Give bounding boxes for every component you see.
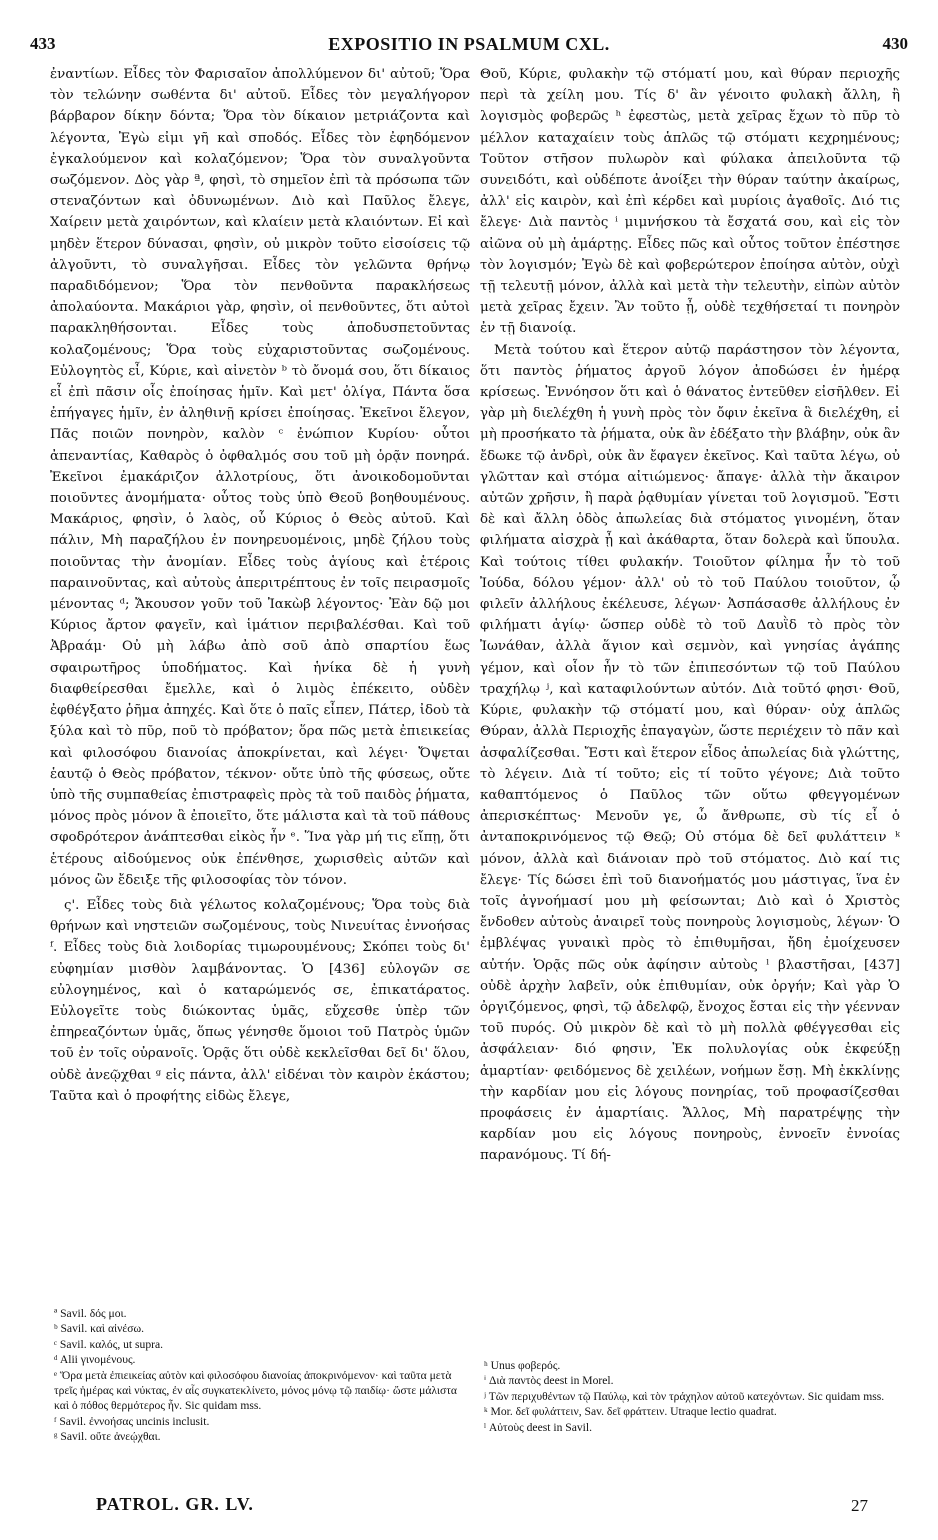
footnote: ᶠ Savil. ἐννοήσας uncinis inclusit. [54,1414,210,1428]
left-paragraph-1: ἐναντίων. Εἶδες τὸν Φαρισαῖον ἀπολλύμενον δι' αὐτοῦ; Ὅρα τὸν τελώνην σωθέντα δι' αὐτοῦ. Εἶδες τὸν μεγαλήγορον βάρβαρον δίκην δόντα; Ὅρα τὸν δίκαιον μετριάζοντα καὶ λέγοντα, Ἐγὼ εἰμι γῆ καὶ σποδός. Εἶδες τὸν ἐφηδόμενον ἐγκαλούμενον καὶ κολαζόμενον; Ὅρα τὸν συναλγοῦντα σωζόμενον. Δὸς γὰρ ª, φησὶ, τὸ σημεῖον ἐπὶ τὰ πρόσωπα τῶν στεναζόντων καὶ ὀδυνωμένων. Διὸ καὶ Παῦλος ἔλεγε, Χαίρειν μετὰ χαιρόντων, καὶ κλαίειν μετὰ κλαιόντων. Εἰ καὶ μηδὲν ἕτερον δύνασαι, φησὶν, οὐ μικρὸν τοῦτο εἰσοίσεις τῷ ἀλγοῦντι, τὸ συναλγῆσαι. Εἶδες τὸν γελῶντα θρήνῳ παραδιδόμενον; Ὅρα τὸν πενθοῦντα παρακλήσεως ἀπολαύοντα. Μακάριοι γὰρ, φησὶν, οἱ πενθοῦντες, ὅτι αὐτοὶ παρακληθήσονται. Εἶδες τοὺς ἀποδυσπετοῦντας κολαζομένους; Ὅρα τοὺς εὐχαριστοῦντας σωζομένους. Εὐλογητὸς εἶ, Κύριε, καὶ αἰνετὸν ᵇ τὸ ὄνομά σου, ὅτι δίκαιος εἶ ἐπὶ πᾶσιν οἷς ἐποίησας ἡμῖν. Καὶ μετ' ὀλίγα, Πάντα ὅσα ἐπήγαγες ἡμῖν, ἐν ἀληθινῇ κρίσει ἐποίησας. Ἐκεῖνοι ἔλεγον, Πᾶς ποιῶν πονηρὸν, καλὸν ᶜ ἐνώπιον Κυρίου· οὗτοι ἀπεναντίας, Καθαρὸς ὁ ὀφθαλμός σου τοῦ μὴ ὁρᾷν πονηρά. Ἐκεῖνοι ἐμακάριζον ἀλλοτρίους, ὅτι ἀνοικοδομοῦνται ποιοῦντες ἀνομήματα· οὗτος τοὺς ὑπὸ Θεοῦ βοηθουμένους. Μακάριος, φησὶν, ὁ λαὸς, οὗ Κύριος ὁ Θεὸς αὐτοῦ. Καὶ πάλιν, Μὴ παραζήλου ἐν πονηρευομένοις, μηδὲ ζήλου τοὺς ποιοῦντας τὴν ἀνομίαν. Εἶδες τοὺς ἁγίους καὶ ἑτέροις παραινοῦντας, καὶ αὐτοὺς ἀπεριτρέπτους ἐν τοῖς πειρασμοῖς μένοντας ᵈ; Ἄκουσον γοῦν τοῦ Ἰακὼβ λέγοντος· Ἐὰν δῷ μοι Κύριος ἄρτον φαγεῖν, καὶ ἱμάτιον περιβαλέσθαι. Καὶ τοῦ Ἀβραάμ· Οὐ μὴ λάβω ἀπὸ σοῦ ἀπὸ σπαρτίου ἕως σφαιρωτῆρος ὑποδήματος. Καὶ ἡνίκα δὲ ἡ γυνὴ διαφθείρεσθαι ἔμελλε, καὶ ὁ λιμὸς ἐπέκειτο, οὐδὲν ἐφθέγξατο ῥῆμα ἀπηχές. Καὶ ὅτε ὁ παῖς εἶπεν, Πάτερ, ἰδοὺ τὰ ξύλα καὶ τὸ πῦρ, ποῦ τὸ πρόβατον; ὅρα πῶς μετὰ ἐπιεικείας καὶ φιλοσόφου διανοίας ἀποκρίνεται, καὶ λέγει· Ὄψεται ἑαυτῷ ὁ Θεὸς πρόβατον, τέκνον· οὔτε ὑπὸ τῆς φύσεως, οὔτε ὑπὸ τῆς συμπαθείας ἐπιστραφεὶς πρὸς τὰ τοῦ παιδὸς ῥήματα, μόνος πρὸς μόνον ἃ ἐποιεῖτο, ὅτε μάλιστα καὶ τὰ τοῦ πάθους σφοδρότερον ἀνάπτεσθαι εἰκὸς ἦν ᵉ. Ἵνα γὰρ μή τις εἴπῃ, ὅτι ἑτέρους αἰδούμενος οὐκ ἐπένθησε, χωρισθεὶς αὐτῶν καὶ μόνος ὢν ἔδειξε τῆς φιλοσοφίας τὸν τόνον. [50,67,470,888]
footnotes-left [54,1306,474,1445]
footnote: ᵏ Mor. δεῖ φυλάττειν, Sav. δεῖ φράττειν. Utraque lectio quadrat. [484,1405,777,1419]
right-paragraph-2: Μετὰ τούτου καὶ ἕτερον αὐτῷ παράστησον τὸν λέγοντα, ὅτι παντὸς ῥήματος ἀργοῦ λόγον ἀποδώσει ἐν ἡμέρᾳ κρίσεως. Ἐννόησον ὅτι καὶ ὁ θάνατος ἐντεῦθεν εἰσῆλθεν. Εἰ γὰρ μὴ διελέχθη ἡ γυνὴ πρὸς τὸν ὄφιν ἐκεῖνα ἃ διελέχθη, εἰ μὴ προσήκατο τὰ ῥήματα, οὐκ ἂν ἐδέξατο τὴν βλάβην, οὐκ ἂν ἔδωκε τῷ ἀνδρὶ, οὐκ ἂν ἔφαγεν ἐκεῖνος. Καὶ ταῦτα λέγω, οὐ γλῶτταν καὶ στόμα αἰτιώμενος· ἄπαγε· ἀλλὰ τὴν ἄκαιρον αὐτῶν χρῆσιν, ἢ παρὰ ῥᾳθυμίαν γίνεται τοῦ λογισμοῦ. Ἔστι δὲ καὶ ἄλλη ὁδὸς ἀπωλείας διὰ στόματος γινομένη, ὅταν φιλήματα αἰσχρὰ ᾖ καὶ ἀκάθαρτα, ὅταν δολερὰ καὶ ὕπουλα. Καὶ τούτοις τίθει φυλακήν. Τοιοῦτον φίλημα ἦν τὸ τοῦ Ἰούδα, δόλου γέμον· ἀλλ' οὐ τὸ τοῦ Παύλου τοιοῦτον, ᾧ φιλεῖν ἀλλήλους ἐκέλευσε, λέγων· Ἀσπάσασθε ἀλλήλους ἐν φιλήματι ἁγίῳ· ὥσπερ οὐδὲ τὸ τοῦ Δαυῒδ τὸ πρὸς τὸν Ἰωνάθαν, ἀλλὰ ἅγιον καὶ σεμνὸν, καὶ γνησίας ἀγάπης γέμον, καὶ οἷον ἦν τὸ τῶν ἐπιπεσόντων τῷ τοῦ Παύλου τραχήλῳ ʲ, καὶ καταφιλούντων αὐτόν. Διὰ τοῦτό φησι· Θοῦ, Κύριε, φυλακὴν τῷ στόματί μου, καὶ θύραν· οὐχ ἁπλῶς Θύραν, ἀλλὰ Περιοχῆς ἐπαγαγὼν, ὥστε περιέχειν τὸ πᾶν καὶ ἀσφαλίζεσθαι. Ἔστι καὶ ἕτερον εἶδος ἀπωλείας διὰ γλώττης, τὸ λέγειν. Διὰ τί τοῦτο; εἰς τί τοῦτο γέγονε; Διὰ τοῦτο καθαπτόμενος ὁ Παῦλος τῶν οὕτω φθεγγομένων ἀπερισκέπτως· Μενοῦν γε, ὦ ἄνθρωπε, σὺ τίς εἶ ὁ ἀνταποκρινόμενος τῷ Θεῷ; Οὐ στόμα δὲ δεῖ φυλάττειν ᵏ μόνον, ἀλλὰ καὶ διάνοιαν πρὸ τοῦ στόματος. Διὸ καί τις ἔλεγε· Τίς δώσει ἐπὶ τοῦ διανοήματός μου μάστιγας, ἵνα ἐν τοῖς ἀγνοήμασί μου μὴ φείσωνται; Διὸ καὶ ὁ Χριστὸς ἔνδοθεν αὐτοὺς ἀναιρεῖ τοὺς πονηροὺς λογισμοὺς, λέγων· Ὁ ἐμβλέψας γυναικὶ πρὸς τὸ ἐπιθυμῆσαι, ἤδη ἐμοίχευσεν αὐτήν. Ὁρᾷς πῶς οὐκ ἀφίησιν αὐτοὺς ˡ βλαστῆσαι, [437] οὐδὲ ἀρχὴν λαβεῖν, οὐκ ἐπιθυμίαν, οὐκ ὀργήν; Καὶ γὰρ Ὁ ὀργιζόμενος, φησὶ, τῷ ἀδελφῷ, ἔνοχος ἔσται εἰς τὴν γέενναν τοῦ πυρός. Οὐ μικρὸν δὲ καὶ τὸ μὴ πολλὰ φθέγγεσθαι εἰς ἀσφάλειαν· διό φησιν, Ἐκ πολυλογίας οὐκ ἐκφεύξῃ ἁμαρτίαν· φειδόμενος δὲ χειλέων, νοήμων ἔσῃ. Μὴ ἐκκλίνῃς τὴν καρδίαν μου εἰς λόγους πονηρίας, τοῦ προφασίζεσθαι προφάσεις ἐν ἁμαρτίαις. Ἄλλος, Μὴ παρατρέψῃς τὴν καρδίαν μου εἰς λόγους πονηροὺς, ἐννοεῖν ἐννοίας παρανόμους. Τί δή- [480,342,900,1164]
series-signature: PATROL. GR. LV. [96,1494,254,1514]
page-header [30,34,908,62]
footnote: ʲ Τῶν περιχυθέντων τῷ Παύλῳ, καὶ τὸν τράχηλον αὐτοῦ κατεχόντων. Sic quidam mss. [484,1389,885,1403]
page-footer [96,1494,868,1522]
footnote: ʰ Unus φοβερός. [484,1359,561,1372]
footnote: ᵉ Ὅρα μετὰ ἐπιεικείας αὐτὸν καὶ φιλοσόφου διανοίας ἀποκρινόμενον· καὶ ταῦτα μετὰ τρεῖς ἡμέρας καὶ νύκτας, ἐν αἷς συγκατεκλίνετο, μόνος μόνῳ τῷ παιδίῳ· ὥστε μάλιστα καὶ ὁ πόθος θερμότερος ἦν. Sic quidam mss. [54,1368,458,1413]
left-paragraph-2: ς'. Εἶδες τοὺς διὰ γέλωτος κολαζομένους; Ὅρα τοὺς διὰ θρήνων καὶ νηστειῶν σωζομένους, τοὺς Νινευίτας ἐννοήσας ᶠ. Εἶδες τοὺς διὰ λοιδορίας τιμωρουμένους; Σκόπει τοὺς δι' εὐφημίαν μισθὸν λαμβάνοντας. Ὁ [436] εὐλογῶν σε εὐλογημένος, καὶ ὁ καταρώμενός σε, ἐπικατάρατος. Εὐλογεῖτε τοὺς διώκοντας ὑμᾶς, εὔχεσθε ὑπὲρ τῶν ἐπηρεαζόντων ὑμᾶς, ὅπως γένησθε ὅμοιοι τοῦ Πατρὸς ὑμῶν τοῦ ἐν τοῖς οὐρανοῖς. Ὁρᾷς ὅτι οὐδὲ κεκλεῖσθαι δεῖ δι' ὅλου, οὐδὲ ἀνεῷχθαι ᵍ εἰς πάντα, ἀλλ' εἰδέναι τὸν καιρὸν ἑκάστου; Ταῦτα καὶ ὁ προφήτης εἰδὼς ἔλεγε, [50,897,470,1104]
right-paragraph-1: Θοῦ, Κύριε, φυλακὴν τῷ στόματί μου, καὶ θύραν περιοχῆς περὶ τὰ χείλη μου. Τίς δ' ἂν γένοιτο φυλακὴ ἄλλη, ἢ λογισμὸς φοβερῶς ʰ ἐφεστὼς, μετὰ χεῖρας ἔχων τὸ πῦρ τὸ μέλλον καταχαίειν τοὺς ἁπλῶς τῷ στόματι κεχρημένους; Τοῦτον στῆσον πυλωρὸν καὶ φύλακα ἀπειλοῦντα τῷ συνειδότι, καὶ οὐδέποτε ἀνοίξει τὴν θύραν ταύτην ἀκαίρως, ἀλλ' εἰς καιρὸν, καὶ ἐπὶ κέρδει καὶ μυρίοις ἀγαθοῖς. Διό τις ἔλεγε· Διὰ παντὸς ⁱ μιμνήσκου τὰ ἔσχατά σου, καὶ εἰς τὸν αἰῶνα οὐ μὴ ἁμάρτῃς. Εἶδες πῶς καὶ οὗτος τοῦτον ἐπέστησε τὸν λογισμόν; Ἐγὼ δὲ καὶ φοβερώτερον ἐποίησα αὐτὸν, οὐχὶ τῇ τελευτῇ μόνον, ἀλλὰ καὶ μετὰ τὴν τελευτὴν, εἰπὼν αὐτὸν μετὰ χεῖρας ἔχειν. Ἂν τοῦτο ᾖ, οὐδὲ τεχθήσεταί τι πονηρὸν ἐν τῇ διανοίᾳ. [480,67,900,337]
right-text-column [480,64,900,1356]
left-text-column [50,64,470,1304]
footnote: ⁱ Διὰ παντὸς deest in Morel. [484,1374,614,1388]
footnote: ᵍ Savil. οὔτε ἀνεῴχθαι. [54,1430,161,1444]
sheet-number: 27 [851,1496,868,1515]
running-title: EXPOSITIO IN PSALMUM CXL. [328,34,610,54]
footnote: ᶜ Savil. καλός, ut supra. [54,1337,164,1351]
footnotes-right [484,1358,904,1435]
page-number-right: 430 [882,34,908,53]
footnote: ᵈ Alii γινομένους. [54,1353,136,1367]
footnote: ˡ Αὐτοὺς deest in Savil. [484,1420,592,1434]
footnote: ª Savil. δός μοι. [54,1307,127,1320]
footnote: ᵇ Savil. καὶ αἰνέσω. [54,1322,145,1336]
page-number-left: 433 [30,34,56,53]
